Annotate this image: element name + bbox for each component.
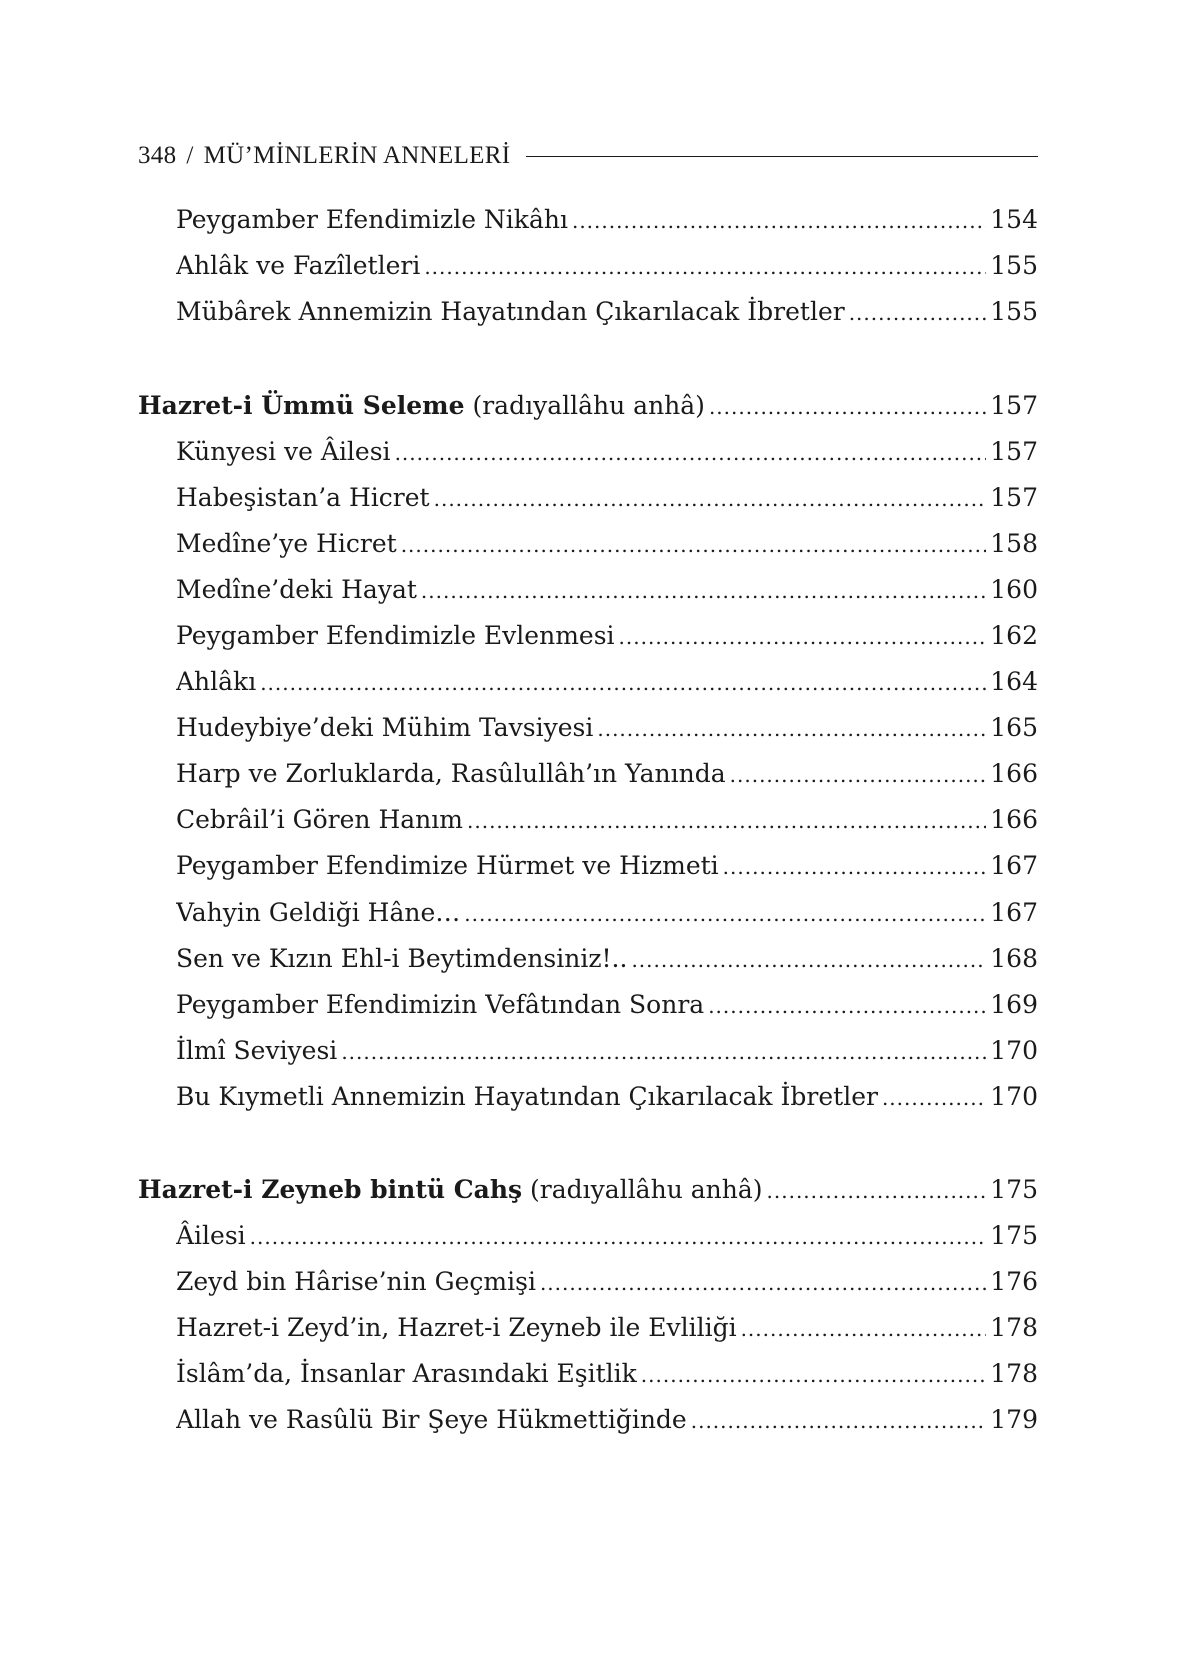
toc-entry-page: 169: [990, 990, 1038, 1019]
toc-entry-title: Medîne’deki Hayat: [176, 575, 417, 604]
toc-entry-page: 175: [990, 1175, 1038, 1204]
toc-entry-page: 157: [990, 483, 1038, 512]
toc-chapter-title: [138, 389, 705, 423]
dot-leader: [741, 1312, 987, 1345]
dot-leader: [464, 897, 986, 930]
toc-entry[interactable]: [176, 1357, 1038, 1391]
toc-entry-title: Peygamber Efendimize Hürmet ve Hizmeti: [176, 851, 719, 880]
toc-entry[interactable]: [176, 942, 1038, 976]
toc-entry-title: Medîne’ye Hicret: [176, 529, 397, 558]
dot-leader: [341, 1035, 986, 1068]
toc-entry-title: Ahlâkı: [176, 667, 257, 696]
toc-entry-title: Vahyin Geldiği Hâne…: [176, 898, 461, 927]
toc-entry-title: Peygamber Efendimizle Evlenmesi: [176, 621, 615, 650]
dot-leader: [619, 620, 987, 653]
toc-entry-page: 175: [990, 1221, 1038, 1250]
toc-entry-title: Künyesi ve Âilesi: [176, 437, 391, 466]
dot-leader: [434, 482, 987, 515]
toc-entry-title: Hazret-i Zeyd’in, Hazret-i Zeyneb ile Evliliği: [176, 1313, 737, 1342]
toc-entry-page: 158: [990, 529, 1038, 558]
dot-leader: [597, 712, 986, 745]
dot-leader: [723, 850, 987, 883]
toc-entry-title: Mübârek Annemizin Hayatından Çıkarılacak İbretler: [176, 297, 845, 326]
toc-entry[interactable]: [176, 1034, 1038, 1068]
toc-entry-title: İslâm’da, İnsanlar Arasındaki Eşitlik: [176, 1359, 637, 1388]
dot-leader: [395, 436, 987, 469]
toc-entry-page: 155: [990, 251, 1038, 280]
toc-entry[interactable]: [176, 295, 1038, 329]
dot-leader: [767, 1174, 987, 1207]
dot-leader: [260, 666, 986, 699]
toc-entry-title: Hudeybiye’deki Mühim Tavsiyesi: [176, 713, 594, 742]
toc-chapter-title: [138, 1173, 763, 1207]
toc-entry[interactable]: [176, 619, 1038, 653]
toc-entry-page: 166: [990, 805, 1038, 834]
toc-entry-title: Sen ve Kızın Ehl-i Beytimdensiniz!..: [176, 944, 628, 973]
toc-entry-page: 165: [990, 713, 1038, 742]
toc-chapter-entry[interactable]: [138, 1173, 1038, 1207]
toc-entry-page: 164: [990, 667, 1038, 696]
toc-entry-page: 157: [990, 391, 1038, 420]
toc-entry[interactable]: [176, 203, 1038, 237]
toc-entry[interactable]: [176, 803, 1038, 837]
dot-leader: [421, 574, 986, 607]
page-number: 348: [138, 142, 177, 169]
dot-leader: [631, 943, 986, 976]
dot-leader: [572, 204, 986, 237]
toc-entry-title: Harp ve Zorluklarda, Rasûlullâh’ın Yanında: [176, 759, 726, 788]
toc-entry-page: 162: [990, 621, 1038, 650]
toc-entry-title: Habeşistan’a Hicret: [176, 483, 430, 512]
toc-entry[interactable]: [176, 527, 1038, 561]
header-separator: /: [186, 142, 194, 169]
toc-entry-page: 154: [990, 205, 1038, 234]
toc-entry-page: 168: [990, 944, 1038, 973]
chapter-name: Hazret-i Ümmü Seleme: [138, 391, 465, 420]
dot-leader: [708, 989, 986, 1022]
book-title: MÜ’MİNLERİN ANNELERİ: [203, 142, 511, 169]
toc-entry-page: 170: [990, 1082, 1038, 1111]
toc-entry[interactable]: [176, 1311, 1038, 1345]
toc-entry[interactable]: [176, 573, 1038, 607]
toc-entry[interactable]: [176, 481, 1038, 515]
toc-entry-page: 178: [990, 1359, 1038, 1388]
toc-entry[interactable]: [176, 665, 1038, 699]
toc-entry-title: Peygamber Efendimizle Nikâhı: [176, 205, 568, 234]
dot-leader: [691, 1404, 987, 1437]
chapter-honorific: (radıyallâhu anhâ): [464, 391, 705, 420]
toc-entry-title: Peygamber Efendimizin Vefâtından Sonra: [176, 990, 705, 1019]
chapter-name: Hazret-i Zeyneb bintü Cahş: [138, 1175, 523, 1204]
dot-leader: [250, 1220, 987, 1253]
toc-entry[interactable]: [176, 249, 1038, 283]
toc-entry-page: 179: [990, 1405, 1038, 1434]
toc-entry-page: 176: [990, 1267, 1038, 1296]
dot-leader: [709, 390, 986, 423]
toc-entry[interactable]: [176, 896, 1038, 930]
toc-entry-title: Ahlâk ve Fazîletleri: [176, 251, 421, 280]
toc-entry-title: Âilesi: [176, 1221, 246, 1250]
dot-leader: [540, 1266, 986, 1299]
toc-entry-page: 167: [990, 851, 1038, 880]
toc-entry-title: Zeyd bin Hârise’nin Geçmişi: [176, 1267, 536, 1296]
toc-entry[interactable]: [176, 1403, 1038, 1437]
toc-entry-title: Allah ve Rasûlü Bir Şeye Hükmettiğinde: [176, 1405, 687, 1434]
toc-entry-title: İlmî Seviyesi: [176, 1036, 338, 1065]
dot-leader: [730, 758, 987, 791]
toc-entry-page: 160: [990, 575, 1038, 604]
toc-entry[interactable]: [176, 711, 1038, 745]
toc-entry-page: 155: [990, 297, 1038, 326]
toc-entry[interactable]: [176, 1219, 1038, 1253]
toc-entry[interactable]: [176, 1080, 1038, 1114]
toc-entry-title: Cebrâil’i Gören Hanım: [176, 805, 463, 834]
toc-entry[interactable]: [176, 757, 1038, 791]
toc-entry[interactable]: [176, 1265, 1038, 1299]
toc-entry-page: 170: [990, 1036, 1038, 1065]
toc-chapter-entry[interactable]: [138, 389, 1038, 423]
toc-entry[interactable]: [176, 988, 1038, 1022]
toc-entry-page: 167: [990, 898, 1038, 927]
dot-leader: [467, 804, 986, 837]
toc-entry[interactable]: [176, 849, 1038, 883]
toc-entry-page: 178: [990, 1313, 1038, 1342]
toc-entry[interactable]: [176, 435, 1038, 469]
dot-leader: [882, 1081, 986, 1114]
toc-entry-page: 166: [990, 759, 1038, 788]
dot-leader: [401, 528, 987, 561]
dot-leader: [424, 250, 986, 283]
dot-leader: [849, 296, 987, 329]
toc-entry-page: 157: [990, 437, 1038, 466]
dot-leader: [641, 1358, 987, 1391]
chapter-honorific: (radıyallâhu anhâ): [522, 1175, 763, 1204]
toc-entry-title: Bu Kıymetli Annemizin Hayatından Çıkarılacak İbretler: [176, 1082, 878, 1111]
